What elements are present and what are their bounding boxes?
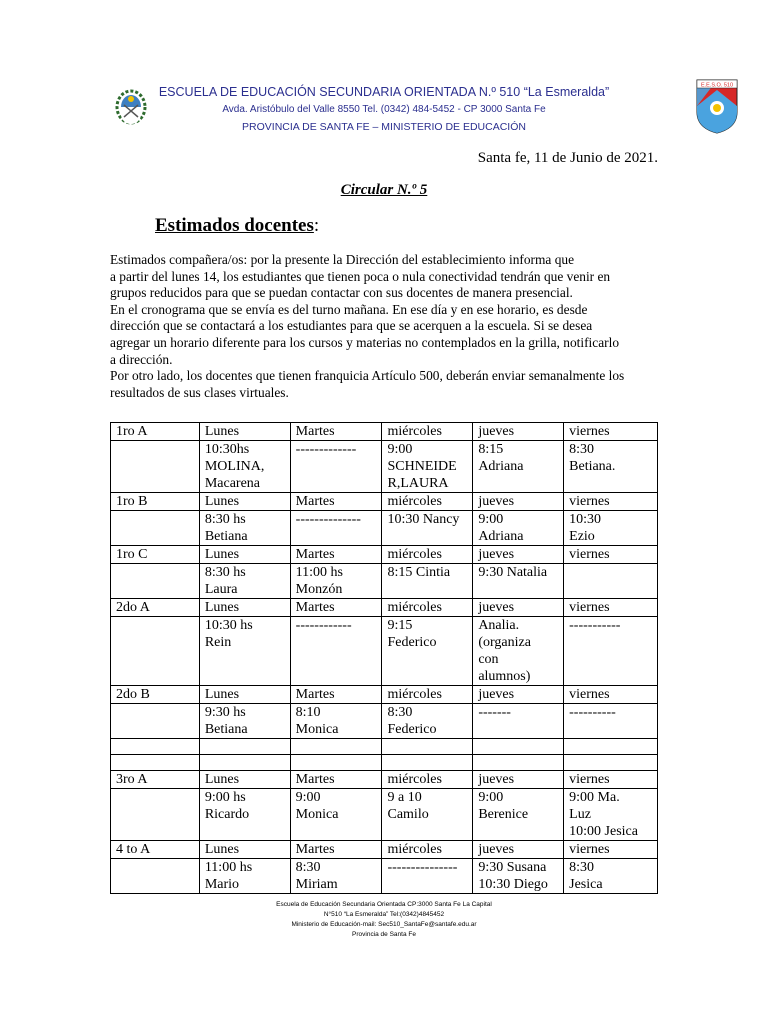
schedule-cell: [199, 617, 290, 686]
schedule-cell-line: -------: [478, 705, 511, 720]
table-row: [111, 441, 658, 493]
schedule-cell-line: 8:30: [295, 860, 321, 875]
schedule-cell: [290, 511, 382, 546]
schedule-cell: [199, 789, 290, 841]
schedule-cell: [564, 511, 658, 546]
school-shield-icon: [695, 78, 739, 134]
course-cell: 3ro A: [111, 771, 200, 789]
schedule-cell: [290, 789, 382, 841]
schedule-cell-line: 10:00 Jesica: [569, 824, 638, 839]
greeting-text: Estimados docentes: [155, 215, 314, 236]
empty-cell: [473, 739, 564, 755]
schedule-cell-line: Camilo: [387, 807, 429, 822]
day-header-cell: Lunes: [199, 841, 290, 859]
day-header-cell: miércoles: [382, 686, 473, 704]
footer-line: N°510 “La Esmeralda” Tel:(0342)4845452: [323, 911, 445, 918]
schedule-cell: [473, 704, 564, 739]
schedule-cell-line: Rein: [204, 635, 232, 650]
schedule-cell-line: Laura: [204, 582, 238, 597]
day-header-cell: Martes: [290, 423, 382, 441]
table-row: [111, 617, 658, 686]
empty-table-row: [111, 755, 658, 771]
schedule-cell-line: 10:30 Diego: [478, 877, 548, 892]
schedule-cell: [290, 617, 382, 686]
day-header-cell: miércoles: [382, 841, 473, 859]
day-header-cell: jueves: [473, 546, 564, 564]
day-header-cell: miércoles: [382, 599, 473, 617]
circular-number: Circular N.º 5: [340, 182, 428, 198]
schedule-cell-line: alumnos): [478, 669, 531, 684]
day-header-cell: viernes: [564, 423, 658, 441]
course-cell: 1ro A: [111, 423, 200, 441]
table-row: [111, 546, 658, 564]
schedule-cell-line: 8:15: [478, 442, 504, 457]
empty-table-row: [111, 739, 658, 755]
schedule-cell-line: 8:15 Cintia: [387, 565, 451, 580]
schedule-cell-line: Analia.: [478, 618, 520, 633]
body-line: a partir del lunes 14, los estudiantes que tienen poca o nula conectividad tendrán que venir en: [110, 268, 611, 284]
body-text: [110, 252, 670, 401]
course-spacer-cell: [111, 511, 200, 546]
table-row: [111, 686, 658, 704]
course-spacer-cell: [111, 617, 200, 686]
empty-cell: [564, 739, 658, 755]
schedule-cell: [473, 789, 564, 841]
schedule-cell-line: Jesica: [569, 877, 603, 892]
course-spacer-cell: [111, 564, 200, 599]
schedule-cell-line: 10:30hs: [204, 442, 250, 457]
greeting: [155, 215, 319, 237]
empty-cell: [199, 755, 290, 771]
footer-line: Provincia de Santa Fe: [352, 931, 416, 938]
day-header-cell: Lunes: [199, 599, 290, 617]
course-spacer-cell: [111, 789, 200, 841]
day-header-cell: miércoles: [382, 493, 473, 511]
schedule-cell-line: 8:30 hs: [204, 565, 246, 580]
schedule-cell-line: 8:30 hs: [204, 512, 246, 527]
schedule-cell-line: -----------: [569, 618, 621, 633]
schedule-cell-line: Mario: [204, 877, 240, 892]
body-line: Por otro lado, los docentes que tienen franquicia Artículo 500, deberán enviar semanalmente los: [110, 368, 625, 384]
course-cell: 2do B: [111, 686, 200, 704]
course-spacer-cell: [111, 859, 200, 894]
schedule-cell: [473, 511, 564, 546]
ministry-line: PROVINCIA DE SANTA FE – MINISTERIO DE EDUCACIÓN: [242, 121, 526, 133]
schedule-table: [110, 422, 658, 894]
schedule-cell: [473, 441, 564, 493]
schedule-cell-line: 11:00 hs: [204, 860, 253, 875]
day-header-cell: Lunes: [199, 546, 290, 564]
empty-cell: [111, 739, 200, 755]
course-cell: 1ro B: [111, 493, 200, 511]
school-name: ESCUELA DE EDUCACIÓN SECUNDARIA ORIENTADA N.º 510 “La Esmeralda”: [158, 85, 610, 99]
table-row: [111, 564, 658, 599]
day-header-cell: Lunes: [199, 686, 290, 704]
schedule-cell: [199, 564, 290, 599]
schedule-cell: [290, 441, 382, 493]
schedule-cell: [564, 617, 658, 686]
schedule-cell: [199, 511, 290, 546]
school-address: Avda. Aristóbulo del Valle 8550 Tel. (0342) 484-5452 - CP 3000 Santa Fe: [222, 104, 546, 115]
schedule-cell-line: Adriana: [478, 529, 524, 544]
schedule-cell: [382, 564, 473, 599]
day-header-cell: miércoles: [382, 423, 473, 441]
course-spacer-cell: [111, 441, 200, 493]
schedule-cell: [290, 564, 382, 599]
schedule-cell-line: 9:15: [387, 618, 413, 633]
table-row: [111, 859, 658, 894]
day-header-cell: jueves: [473, 493, 564, 511]
schedule-cell-line: Adriana: [478, 459, 524, 474]
schedule-cell-line: 9:00: [478, 512, 504, 527]
schedule-cell-line: 8:30: [387, 705, 413, 720]
table-row: [111, 771, 658, 789]
schedule-cell-line: 9:00 Ma.: [569, 790, 620, 805]
body-line: a dirección.: [110, 351, 173, 367]
day-header-cell: viernes: [564, 493, 658, 511]
table-row: [111, 841, 658, 859]
day-header-cell: Lunes: [199, 423, 290, 441]
schedule-cell-line: SCHNEIDE: [387, 459, 457, 474]
schedule-cell-line: 8:10: [295, 705, 321, 720]
day-header-cell: viernes: [564, 686, 658, 704]
schedule-cell: [564, 704, 658, 739]
body-line: dirección que se contactará a los estudiantes para que se acerquen a la escuela. Si se desea: [110, 318, 593, 334]
schedule-cell: [199, 441, 290, 493]
schedule-cell-line: --------------: [295, 512, 361, 527]
body-line: resultados de sus clases virtuales.: [110, 384, 289, 400]
schedule-cell: [473, 859, 564, 894]
schedule-cell: [382, 859, 473, 894]
schedule-cell-line: con: [478, 652, 499, 667]
schedule-cell-line: Betiana: [204, 722, 248, 737]
schedule-cell-line: Ricardo: [204, 807, 250, 822]
schedule-cell-line: ------------: [295, 618, 352, 633]
empty-cell: [111, 755, 200, 771]
schedule-cell-line: Luz: [569, 807, 591, 822]
day-header-cell: Lunes: [199, 771, 290, 789]
day-header-cell: Martes: [290, 841, 382, 859]
body-line: En el cronograma que se envía es del turno mañana. En ese día y en ese horario, es desde: [110, 301, 588, 317]
day-header-cell: Martes: [290, 493, 382, 511]
schedule-cell-line: R,LAURA: [387, 476, 449, 491]
schedule-cell-line: (organiza: [478, 635, 531, 650]
schedule-cell: [199, 704, 290, 739]
schedule-cell-line: 9:30 hs: [204, 705, 246, 720]
schedule-cell-line: Monica: [295, 722, 339, 737]
schedule-cell-line: -------------: [295, 442, 357, 457]
schedule-cell-line: 11:00 hs: [295, 565, 343, 580]
body-line: agregar un horario diferente para los cursos y materias no contemplados en la grilla, notificarlo: [110, 334, 620, 350]
schedule-cell-line: MOLINA,: [204, 459, 265, 474]
schedule-cell-line: 10:30 hs: [204, 618, 253, 633]
schedule-cell-line: Betiana.: [569, 459, 616, 474]
schedule-cell: [290, 704, 382, 739]
table-row: [111, 704, 658, 739]
schedule-cell-line: Monzón: [295, 582, 343, 597]
schedule-cell-line: 9:00: [295, 790, 321, 805]
schedule-cell-line: Ezio: [569, 529, 595, 544]
footer-line: Ministerio de Educación-mail: Sec510_SantaFe@santafe.edu.ar: [291, 921, 477, 928]
schedule-cell-line: 9:30 Natalia: [478, 565, 548, 580]
day-header-cell: Martes: [290, 686, 382, 704]
schedule-cell-line: 8:30: [569, 860, 595, 875]
schedule-cell: [382, 617, 473, 686]
course-spacer-cell: [111, 704, 200, 739]
schedule-cell-line: ---------------: [387, 860, 458, 875]
schedule-cell-line: Miriam: [295, 877, 338, 892]
schedule-cell: [564, 441, 658, 493]
table-row: [111, 493, 658, 511]
footer: [0, 900, 768, 940]
schedule-cell-line: 9:00: [387, 442, 413, 457]
day-header-cell: viernes: [564, 546, 658, 564]
empty-cell: [382, 755, 473, 771]
body-line: grupos reducidos para que se puedan contactar con sus docentes de manera presencial.: [110, 285, 573, 301]
day-header-cell: viernes: [564, 841, 658, 859]
schedule-cell: [199, 859, 290, 894]
body-line: Estimados compañera/os: por la presente la Dirección del establecimiento informa que: [110, 252, 575, 267]
schedule-cell-line: 8:30: [569, 442, 595, 457]
shield-label: E.E.S.O. 510: [700, 82, 734, 89]
schedule-cell-line: 10:30: [569, 512, 602, 527]
schedule-cell-line: 9:00 hs: [204, 790, 246, 805]
schedule-cell-line: 10:30 Nancy: [387, 512, 460, 527]
empty-cell: [290, 739, 382, 755]
empty-cell: [473, 755, 564, 771]
day-header-cell: jueves: [473, 686, 564, 704]
table-row: [111, 423, 658, 441]
schedule-cell: [564, 859, 658, 894]
day-header-cell: jueves: [473, 599, 564, 617]
schedule-cell: [290, 859, 382, 894]
schedule-cell: [382, 789, 473, 841]
footer-line: Escuela de Educación Secundaria Orientada CP:3000 Santa Fe La Capital: [276, 901, 492, 908]
course-cell: 4 to A: [111, 841, 200, 859]
day-header-cell: miércoles: [382, 546, 473, 564]
empty-cell: [382, 739, 473, 755]
day-header-cell: viernes: [564, 771, 658, 789]
schedule-cell: [382, 704, 473, 739]
day-header-cell: miércoles: [382, 771, 473, 789]
schedule-cell-line: Macarena: [204, 476, 261, 491]
day-header-cell: Martes: [290, 599, 382, 617]
day-header-cell: Martes: [290, 546, 382, 564]
table-row: [111, 789, 658, 841]
table-row: [111, 511, 658, 546]
schedule-cell: [564, 789, 658, 841]
day-header-cell: jueves: [473, 841, 564, 859]
schedule-cell-line: Federico: [387, 722, 437, 737]
greeting-suffix: :: [313, 215, 320, 236]
day-header-cell: viernes: [564, 599, 658, 617]
schedule-cell: [473, 617, 564, 686]
day-header-cell: jueves: [473, 423, 564, 441]
course-cell: 1ro C: [111, 546, 200, 564]
schedule-cell-line: 9 a 10: [387, 790, 422, 805]
day-header-cell: Martes: [290, 771, 382, 789]
empty-cell: [290, 755, 382, 771]
course-cell: 2do A: [111, 599, 200, 617]
table-row: [111, 599, 658, 617]
empty-cell: [564, 755, 658, 771]
day-header-cell: jueves: [473, 771, 564, 789]
schedule-cell-line: Monica: [295, 807, 339, 822]
schedule-cell-line: ----------: [569, 705, 616, 720]
schedule-cell-line: Federico: [387, 635, 437, 650]
schedule-cell-line: Berenice: [478, 807, 529, 822]
schedule-cell: [382, 511, 473, 546]
schedule-cell-line: 9:30 Susana: [478, 860, 547, 875]
schedule-cell: [382, 441, 473, 493]
schedule-cell: [473, 564, 564, 599]
empty-cell: [199, 739, 290, 755]
schedule-cell-line: 9:00: [478, 790, 504, 805]
document-date: Santa fe, 11 de Junio de 2021.: [477, 150, 658, 166]
schedule-cell: [564, 564, 658, 599]
day-header-cell: Lunes: [199, 493, 290, 511]
schedule-cell-line: Betiana: [204, 529, 248, 544]
